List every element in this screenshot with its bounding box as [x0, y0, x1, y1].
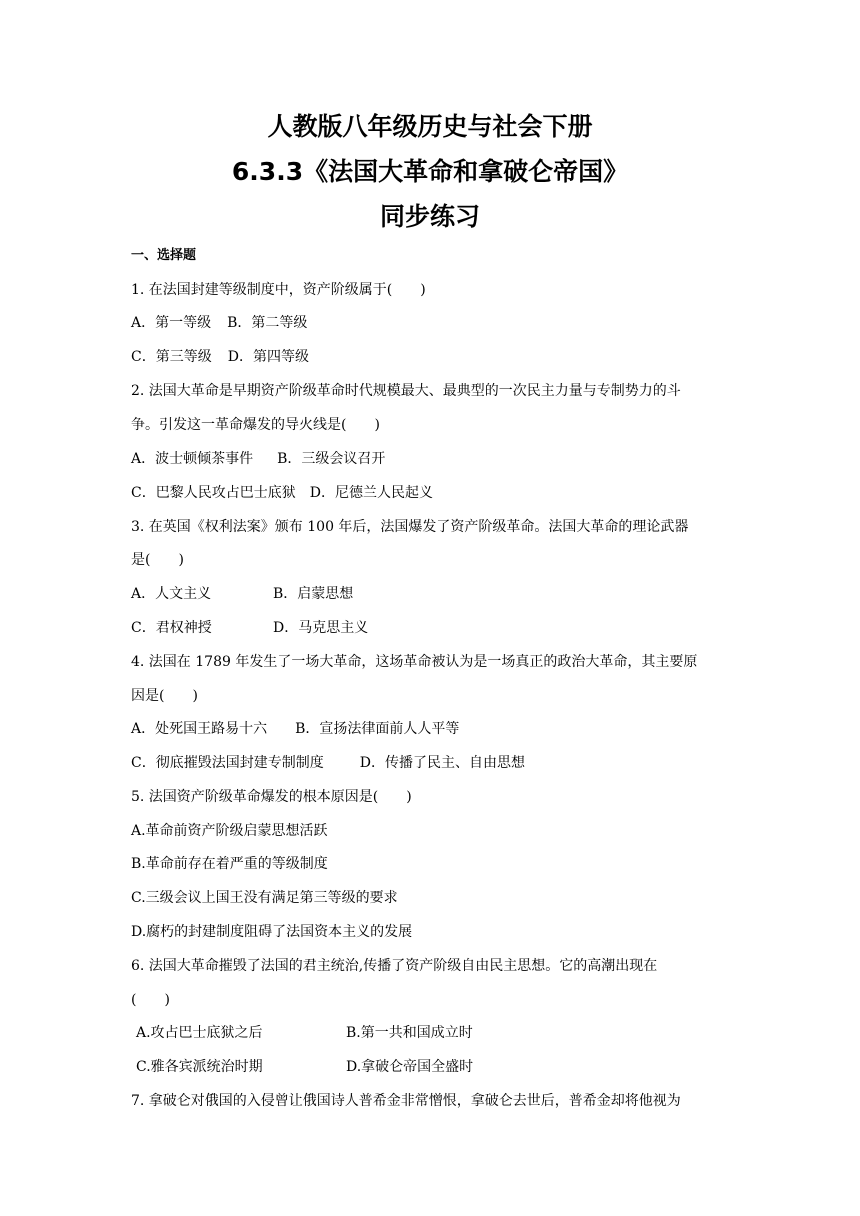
q3-option-a: A．人文主义 [131, 586, 212, 602]
q3-option-c: C．君权神授 [131, 620, 212, 636]
section-heading: 一、选择题 [131, 248, 197, 263]
q1-option-a: A．第一等级 [131, 315, 212, 331]
q5-option-b: B.革命前存在着严重的等级制度 [131, 856, 328, 872]
question-3-stem-line-1: 3. 在英国《权利法案》颁布 100 年后，法国爆发了资产阶级革命。法国大革命的理论武器 [131, 519, 689, 535]
question-6-options-ab [136, 1023, 473, 1043]
question-4-options-cd [131, 753, 525, 773]
title-line-2: 6.3.3《法国大革命和拿破仑帝国》 [231, 157, 629, 186]
question-7-stem-line-1: 7. 拿破仑对俄国的入侵曾让俄国诗人普希金非常憎恨，拿破仑去世后，普希金却将他视为 [131, 1093, 681, 1109]
title-line-3: 同步练习 [379, 202, 480, 231]
q5-option-d: D.腐朽的封建制度阻碍了法国资本主义的发展 [131, 924, 413, 940]
q6-option-c: C.雅各宾派统治时期 [136, 1059, 263, 1075]
question-2-stem-line-2: 争。引发这一革命爆发的导火线是( ) [131, 417, 380, 433]
q6-option-b: B.第一共和国成立时 [346, 1025, 473, 1041]
q3-option-b: B．启蒙思想 [273, 586, 354, 602]
question-5-stem: 5. 法国资产阶级革命爆发的根本原因是( ) [131, 789, 412, 805]
q5-option-a: A.革命前资产阶级启蒙思想活跃 [131, 823, 328, 839]
question-3-options-cd [131, 618, 368, 638]
question-1-options-ab [131, 313, 307, 333]
q4-option-b: B．宣扬法律面前人人平等 [295, 721, 460, 737]
q5-option-c: C.三级会议上国王没有满足第三等级的要求 [131, 890, 398, 906]
q1-option-b: B．第二等级 [227, 315, 308, 331]
q4-option-c: C．彻底摧毁法国封建专制制度 [131, 755, 324, 771]
q4-option-d: D．传播了民主、自由思想 [359, 755, 525, 771]
question-4-stem-line-2: 因是( ) [131, 688, 198, 704]
title-line-1: 人教版八年级历史与社会下册 [267, 112, 593, 141]
question-2-options-ab [131, 449, 385, 469]
question-6-stem-line-1: 6. 法国大革命摧毁了法国的君主统治,传播了资产阶级自由民主思想。它的高潮出现在 [131, 958, 658, 974]
q2-option-d: D．尼德兰人民起义 [309, 485, 433, 501]
question-3-stem-line-2: 是( ) [131, 552, 184, 568]
q6-option-a: A.攻占巴士底狱之后 [136, 1025, 263, 1041]
question-4-stem-line-1: 4. 法国在 1789 年发生了一场大革命，这场革命被认为是一场真正的政治大革命，其主要原 [131, 654, 698, 670]
q2-option-b: B．三级会议召开 [277, 451, 386, 467]
q1-option-d: D．第四等级 [227, 349, 309, 365]
question-6-options-cd [136, 1057, 473, 1077]
q2-option-a: A．波士顿倾茶事件 [131, 451, 254, 467]
q3-option-d: D．马克思主义 [273, 620, 369, 636]
q2-option-c: C．巴黎人民攻占巴士底狱 [131, 485, 296, 501]
question-6-stem-line-2: ( ) [131, 992, 170, 1008]
question-1-options-cd [131, 347, 309, 367]
question-4-options-ab [131, 719, 459, 739]
question-2-stem-line-1: 2. 法国大革命是早期资产阶级革命时代规模最大、最典型的一次民主力量与专制势力的斗 [131, 383, 681, 399]
question-1-stem: 1. 在法国封建等级制度中，资产阶级属于( ) [131, 282, 426, 298]
q1-option-c: C．第三等级 [131, 349, 212, 365]
question-2-options-cd [131, 483, 433, 503]
q6-option-d: D.拿破仑帝国全盛时 [346, 1059, 474, 1075]
question-3-options-ab [131, 584, 353, 604]
q4-option-a: A．处死国王路易十六 [131, 721, 268, 737]
